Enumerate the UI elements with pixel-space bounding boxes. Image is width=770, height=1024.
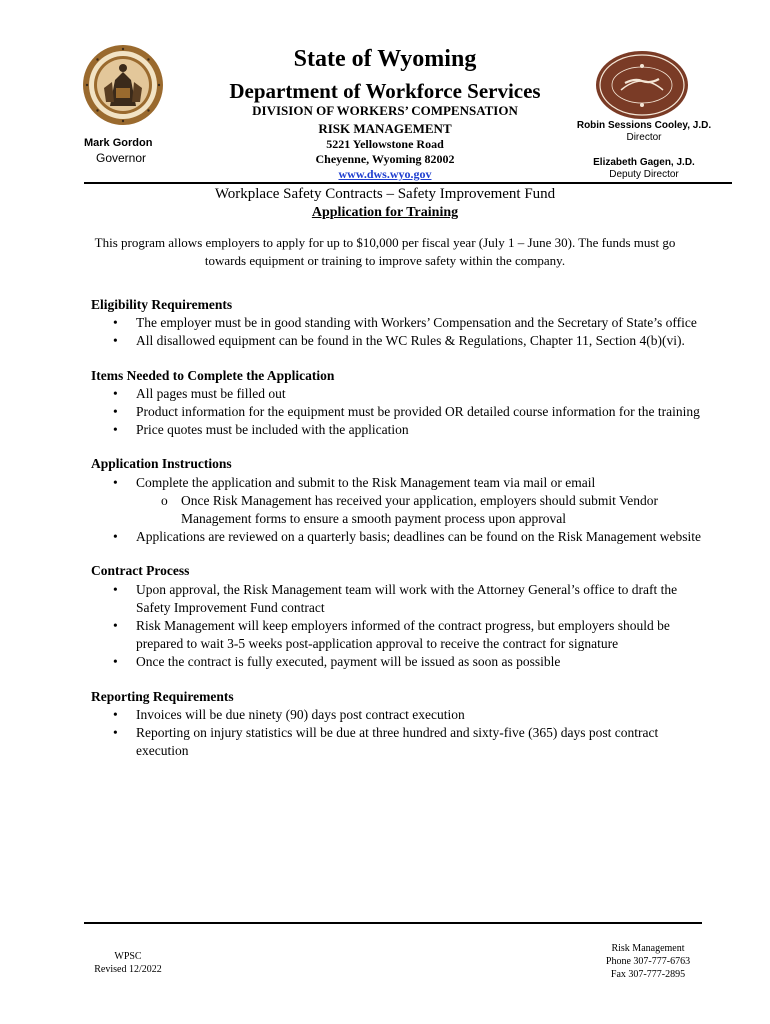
section-items-needed — [91, 367, 711, 440]
list-item: • Invoices will be due ninety (90) days post contract execution — [91, 706, 711, 724]
director-name: Robin Sessions Cooley, J.D. — [576, 120, 712, 131]
section-eligibility — [91, 296, 711, 351]
bullet-icon: • — [113, 706, 118, 722]
bullet-icon: • — [113, 385, 118, 401]
website-link[interactable]: www.dws.wyo.gov — [338, 167, 432, 181]
section-reporting-requirements — [91, 688, 711, 761]
bullet-icon: • — [113, 618, 118, 634]
governor-title: Governor — [96, 151, 147, 165]
list-item: • Product information for the equipment must be provided OR detailed course information for the training — [91, 403, 711, 421]
fax-number: Fax 307-777-2895 — [610, 969, 686, 980]
office-name: Risk Management — [611, 943, 685, 954]
bullet-icon: • — [113, 315, 118, 331]
page-title: State of Wyoming — [293, 46, 477, 72]
bullet-icon: • — [113, 333, 118, 349]
revision-date: Revised 12/2022 — [94, 964, 162, 975]
section-heading: Reporting Requirements — [91, 688, 234, 704]
bullet-icon: • — [113, 474, 118, 490]
document-body — [91, 296, 711, 776]
list-item: • Once the contract is fully executed, payment will be issued as soon as possible — [91, 653, 711, 671]
division-name: DIVISION OF WORKERS’ COMPENSATION — [252, 103, 518, 118]
bullet-icon: • — [113, 422, 118, 438]
footer-divider — [84, 922, 702, 924]
bullet-icon: • — [113, 404, 118, 420]
unit-name: RISK MANAGEMENT — [318, 121, 452, 136]
section-heading: Contract Process — [91, 563, 190, 579]
intro-paragraph: This program allows employers to apply for up to $10,000 per fiscal year (July 1 – June 30). The funds must go towards equipment or training to improve safety within the company. — [94, 235, 676, 268]
phone-number: Phone 307-777-6763 — [605, 956, 691, 967]
document-title: Application for Training — [311, 205, 459, 220]
list-item: • All disallowed equipment can be found in the WC Rules & Regulations, Chapter 11, Section 4(b)(vi). — [91, 332, 711, 350]
director-title: Director — [626, 132, 662, 143]
street-address: 5221 Yellowstone Road — [326, 137, 444, 151]
bullet-icon: • — [113, 725, 118, 741]
list-item: • Price quotes must be included with the application — [91, 421, 711, 439]
footer-form-info — [80, 950, 176, 976]
footer-contact-info — [590, 942, 706, 981]
governor-name: Mark Gordon — [84, 137, 153, 149]
section-heading: Application Instructions — [91, 456, 232, 472]
list-item: • The employer must be in good standing with Workers’ Compensation and the Secretary of State’s office — [91, 314, 711, 332]
workforce-services-logo-icon — [595, 50, 689, 120]
form-code: WPSC — [114, 951, 142, 962]
list-item: • Reporting on injury statistics will be due at three hundred and sixty-five (365) days post contract execution — [113, 725, 659, 759]
list-item: • Applications are reviewed on a quarterly basis; deadlines can be found on the Risk Management website — [91, 528, 711, 546]
deputy-director-name: Elizabeth Gagen, J.D. — [593, 157, 695, 168]
section-heading: Eligibility Requirements — [91, 297, 233, 312]
deputy-director-title: Deputy Director — [609, 169, 679, 180]
circle-bullet-icon: o — [161, 492, 168, 508]
section-contract-process — [91, 562, 711, 671]
list-item: • All pages must be filled out — [91, 385, 711, 403]
list-item: • Complete the application and submit to the Risk Management team via mail or email — [91, 474, 711, 492]
section-heading: Items Needed to Complete the Application — [91, 367, 335, 383]
document-subtitle: Workplace Safety Contracts – Safety Improvement Fund — [214, 186, 556, 202]
department-name: Department of Workforce Services — [229, 79, 541, 103]
bullet-icon: • — [113, 654, 118, 670]
list-item: • Upon approval, the Risk Management team will work with the Attorney General’s office to draft the Safety Improvement Fund contract — [113, 581, 678, 615]
bullet-icon: • — [113, 581, 118, 597]
list-item: • Risk Management will keep employers informed of the contract progress, but employers should be prepared to wait 3-5 weeks post-application approval to receive the contract for signature — [113, 618, 670, 652]
header-divider — [84, 182, 732, 184]
city-address: Cheyenne, Wyoming 82002 — [315, 152, 455, 166]
section-application-instructions — [91, 455, 711, 546]
sub-list-item: o Once Risk Management has received your application, employers should submit Vendor Management forms to ensure a smooth payment process upon approval — [161, 492, 659, 527]
bullet-icon: • — [113, 529, 118, 545]
